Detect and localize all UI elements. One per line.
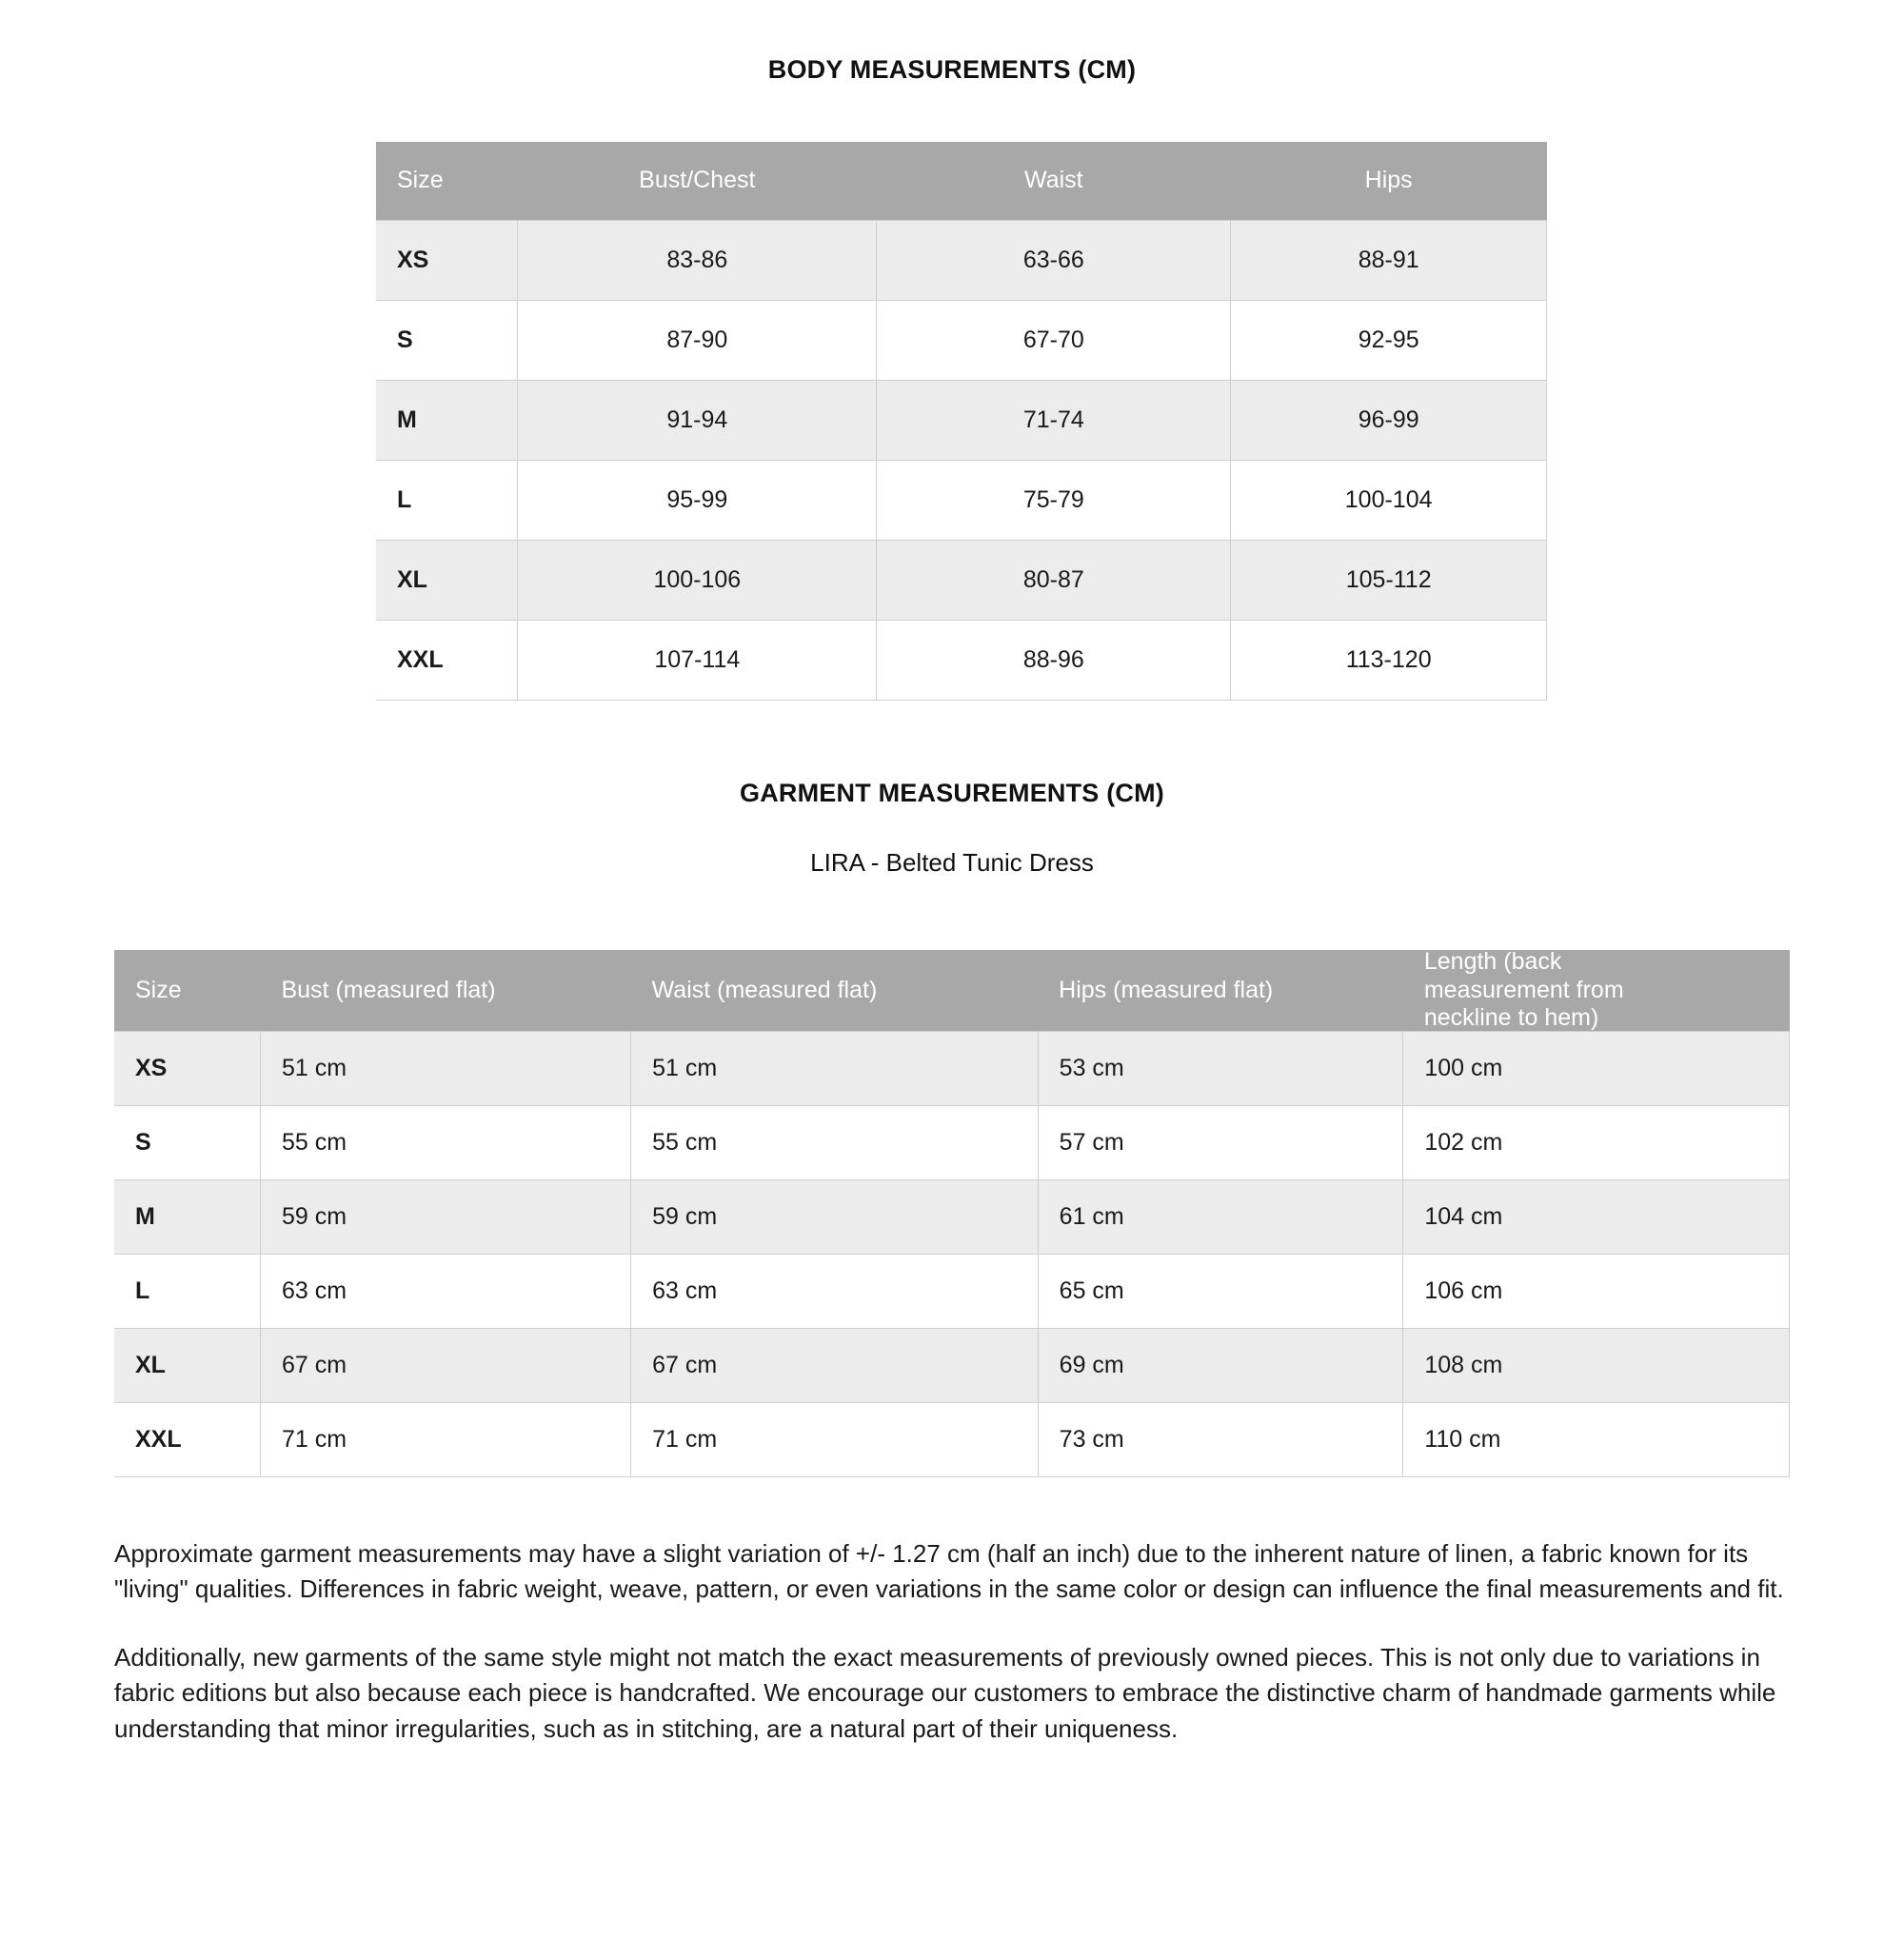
garment-col-header-size: Size xyxy=(114,950,260,1032)
garment-cell-length: 106 cm xyxy=(1403,1255,1790,1329)
garment-cell-length: 100 cm xyxy=(1403,1032,1790,1106)
table-row xyxy=(114,1106,1790,1180)
table-row xyxy=(376,620,1547,700)
garment-cell-bust: 63 cm xyxy=(260,1255,630,1329)
garment-cell-hips: 61 cm xyxy=(1038,1180,1403,1255)
garment-cell-waist: 51 cm xyxy=(631,1032,1039,1106)
body-cell-hips: 96-99 xyxy=(1231,380,1547,460)
garment-cell-bust: 59 cm xyxy=(260,1180,630,1255)
body-cell-bust: 91-94 xyxy=(518,380,877,460)
table-row xyxy=(376,220,1547,300)
garment-cell-length: 102 cm xyxy=(1403,1106,1790,1180)
table-row xyxy=(114,1403,1790,1477)
garment-cell-length: 104 cm xyxy=(1403,1180,1790,1255)
garment-cell-waist: 55 cm xyxy=(631,1106,1039,1180)
body-cell-waist: 88-96 xyxy=(877,620,1231,700)
note-paragraph-1: Approximate garment measurements may have a slight variation of +/- 1.27 cm (half an inch) due to the inherent nature of linen, a fabric known for its "living" qualities. Differences in fabric weight, weave, pattern, or even variations in the same color or design can influence the final measurements and fit. xyxy=(114,1539,1784,1604)
body-cell-bust: 87-90 xyxy=(518,300,877,380)
body-cell-waist: 63-66 xyxy=(877,220,1231,300)
garment-table-header-row xyxy=(114,950,1790,1032)
body-cell-bust: 83-86 xyxy=(518,220,877,300)
garment-cell-waist: 59 cm xyxy=(631,1180,1039,1255)
garment-col-header-length xyxy=(1403,950,1790,1032)
body-cell-hips: 105-112 xyxy=(1231,540,1547,620)
table-row xyxy=(114,1329,1790,1403)
body-cell-hips: 100-104 xyxy=(1231,460,1547,540)
garment-cell-waist: 67 cm xyxy=(631,1329,1039,1403)
body-table-header-row xyxy=(376,142,1547,220)
body-cell-hips: 88-91 xyxy=(1231,220,1547,300)
table-row xyxy=(114,1255,1790,1329)
body-cell-size: XS xyxy=(376,220,518,300)
garment-cell-bust: 51 cm xyxy=(260,1032,630,1106)
garment-cell-hips: 57 cm xyxy=(1038,1106,1403,1180)
garment-measurements-table xyxy=(114,950,1790,1478)
garment-cell-size: S xyxy=(114,1106,260,1180)
garment-col-header-hips: Hips (measured flat) xyxy=(1038,950,1403,1032)
body-col-header-bust: Bust/Chest xyxy=(518,142,877,220)
note-paragraph-2: Additionally, new garments of the same style might not match the exact measurements of previously owned pieces. This is not only due to variations in fabric editions but also because each piece is handcrafted. We encourage our customers to embrace the distinctive charm of handmade garments while understanding that minor irregularities, such as in stitching, are a natural part of their uniqueness. xyxy=(114,1642,1776,1743)
garment-measurements-title: GARMENT MEASUREMENTS (CM) xyxy=(740,778,1164,807)
garment-cell-bust: 71 cm xyxy=(260,1403,630,1477)
garment-cell-length: 110 cm xyxy=(1403,1403,1790,1477)
body-cell-waist: 67-70 xyxy=(877,300,1231,380)
garment-cell-size: L xyxy=(114,1255,260,1329)
garment-style-name: LIRA - Belted Tunic Dress xyxy=(810,847,1094,877)
body-measurements-title: BODY MEASUREMENTS (CM) xyxy=(767,55,1137,84)
garment-cell-hips: 73 cm xyxy=(1038,1403,1403,1477)
garment-table-header xyxy=(114,950,1790,1032)
table-row xyxy=(376,540,1547,620)
body-measurements-table xyxy=(376,142,1547,701)
body-cell-size: XXL xyxy=(376,620,518,700)
garment-table-body xyxy=(114,1032,1790,1477)
table-row xyxy=(376,380,1547,460)
body-measurements-table-wrapper xyxy=(357,142,1547,701)
table-row xyxy=(376,300,1547,380)
garment-cell-bust: 67 cm xyxy=(260,1329,630,1403)
body-cell-size: L xyxy=(376,460,518,540)
garment-col-header-waist: Waist (measured flat) xyxy=(631,950,1039,1032)
body-cell-size: XL xyxy=(376,540,518,620)
garment-cell-waist: 71 cm xyxy=(631,1403,1039,1477)
body-cell-bust: 107-114 xyxy=(518,620,877,700)
body-cell-bust: 95-99 xyxy=(518,460,877,540)
table-row xyxy=(114,1180,1790,1255)
table-row xyxy=(114,1032,1790,1106)
body-cell-hips: 113-120 xyxy=(1231,620,1547,700)
body-col-header-waist: Waist xyxy=(877,142,1231,220)
garment-cell-size: XS xyxy=(114,1032,260,1106)
garment-cell-size: XL xyxy=(114,1329,260,1403)
notes-section xyxy=(114,1477,1790,1747)
garment-col-header-length-text: Length (back measurement from neckline to hem) xyxy=(1423,948,1624,1031)
body-col-header-size: Size xyxy=(376,142,518,220)
body-cell-bust: 100-106 xyxy=(518,540,877,620)
body-cell-waist: 75-79 xyxy=(877,460,1231,540)
body-cell-size: S xyxy=(376,300,518,380)
body-table-header xyxy=(376,142,1547,220)
garment-cell-bust: 55 cm xyxy=(260,1106,630,1180)
garment-cell-length: 108 cm xyxy=(1403,1329,1790,1403)
garment-cell-waist: 63 cm xyxy=(631,1255,1039,1329)
garment-measurements-table-wrapper xyxy=(114,950,1790,1478)
garment-col-header-bust: Bust (measured flat) xyxy=(260,950,630,1032)
table-row xyxy=(376,460,1547,540)
body-cell-waist: 71-74 xyxy=(877,380,1231,460)
garment-cell-hips: 65 cm xyxy=(1038,1255,1403,1329)
size-guide-page xyxy=(0,55,1904,1959)
body-cell-hips: 92-95 xyxy=(1231,300,1547,380)
body-cell-size: M xyxy=(376,380,518,460)
garment-cell-size: XXL xyxy=(114,1403,260,1477)
body-cell-waist: 80-87 xyxy=(877,540,1231,620)
body-table-body xyxy=(376,220,1547,700)
garment-cell-size: M xyxy=(114,1180,260,1255)
garment-cell-hips: 69 cm xyxy=(1038,1329,1403,1403)
body-col-header-hips: Hips xyxy=(1231,142,1547,220)
garment-cell-hips: 53 cm xyxy=(1038,1032,1403,1106)
